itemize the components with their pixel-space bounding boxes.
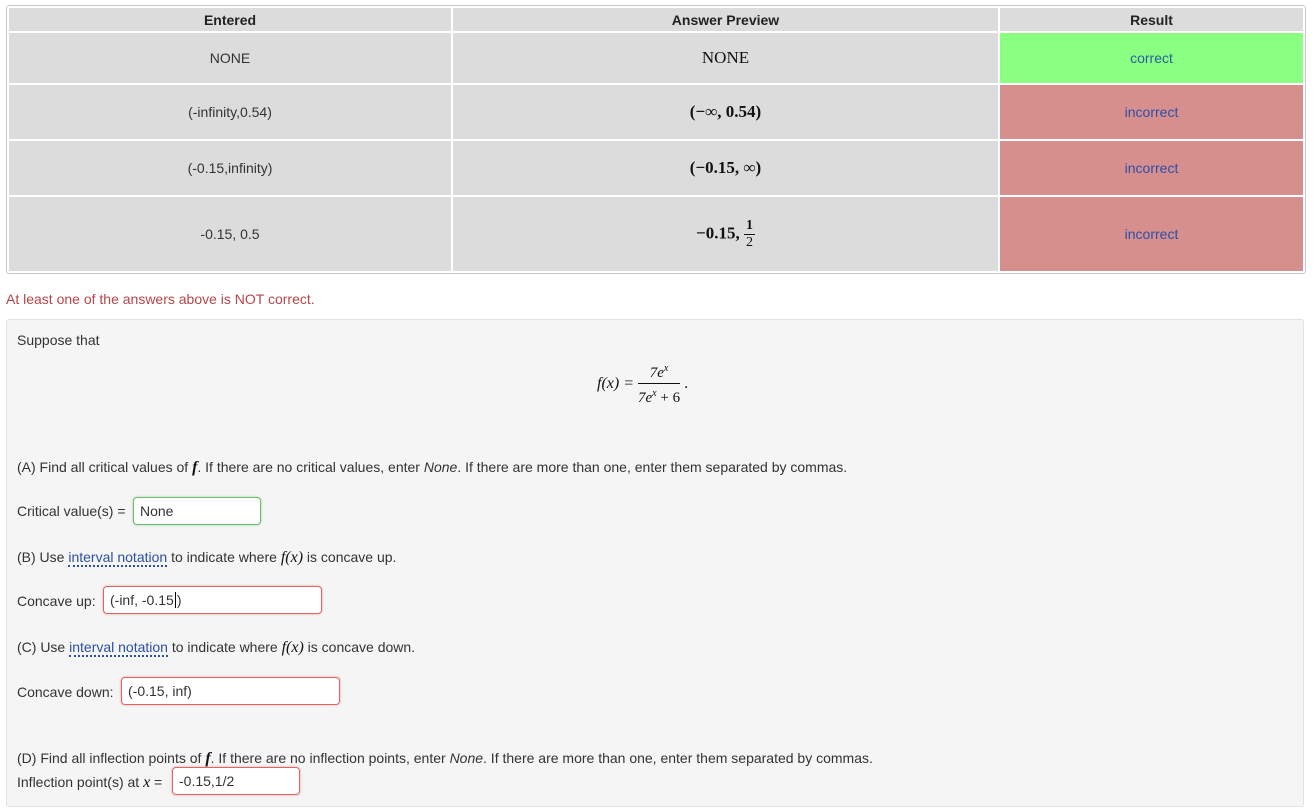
question-c: (C) Use interval notation to indicate where f(x) is concave down. <box>17 639 416 656</box>
fraction: $\frac{1}{2}$ <box>745 217 753 250</box>
interval-notation-link[interactable]: interval notation <box>68 549 168 565</box>
header-answer-preview: Answer Preview <box>453 8 998 31</box>
inflection-point-input[interactable]: -0.15,1/2 <box>172 767 300 795</box>
preview-cell: (−0.15, ∞) <box>453 141 998 195</box>
result-cell: incorrect <box>1000 141 1303 195</box>
text-caret <box>175 592 176 608</box>
intro-text: Suppose that <box>17 332 100 348</box>
preview-cell: (−∞, 0.54) <box>453 85 998 139</box>
result-cell: correct <box>1000 33 1303 83</box>
table-row <box>9 85 1303 139</box>
critical-value-label: Critical value(s) = <box>17 503 126 519</box>
inflection-point-label: Inflection point(s) at x = <box>17 774 163 791</box>
entered-cell: (-0.15,infinity) <box>9 141 451 195</box>
question-a: (A) Find all critical values of f. If there are no critical values, enter None. If there are more than one, enter them separated by commas. <box>17 459 848 476</box>
table-row <box>9 33 1303 83</box>
entered-cell: NONE <box>9 33 451 83</box>
table-row <box>9 141 1303 195</box>
entered-cell: -0.15, 0.5 <box>9 197 451 271</box>
interval-notation-link[interactable]: interval notation <box>69 639 168 655</box>
entered-cell: (-infinity,0.54) <box>9 85 451 139</box>
header-result: Result <box>1000 8 1303 31</box>
result-cell: incorrect <box>1000 85 1303 139</box>
results-table <box>7 6 1305 273</box>
concave-up-input[interactable]: (-inf, -0.15 ) <box>103 586 322 614</box>
preview-cell: NONE <box>453 33 998 83</box>
concave-down-input[interactable]: (-0.15, inf) <box>121 677 340 705</box>
header-entered: Entered <box>9 8 451 31</box>
preview-cell: −0.15, $\frac{1}{2}$ <box>453 197 998 271</box>
problem-panel <box>6 319 1304 807</box>
question-b: (B) Use interval notation to indicate where f(x) is concave up. <box>17 549 397 566</box>
question-d: (D) Find all inflection points of f. If there are no inflection points, enter None. If there are more than one, enter them separated by commas. <box>17 750 873 767</box>
result-cell: incorrect <box>1000 197 1303 271</box>
results-table-container <box>6 5 1306 274</box>
concave-up-label: Concave up: <box>17 593 96 609</box>
warning-message: At least one of the answers above is NOT correct. <box>6 291 315 307</box>
critical-value-input[interactable]: None <box>133 497 261 525</box>
table-row <box>9 197 1303 271</box>
formula: f(x) = $\frac{7e^x}{7e^x + 6}$ . <box>597 360 688 407</box>
concave-down-label: Concave down: <box>17 684 114 700</box>
